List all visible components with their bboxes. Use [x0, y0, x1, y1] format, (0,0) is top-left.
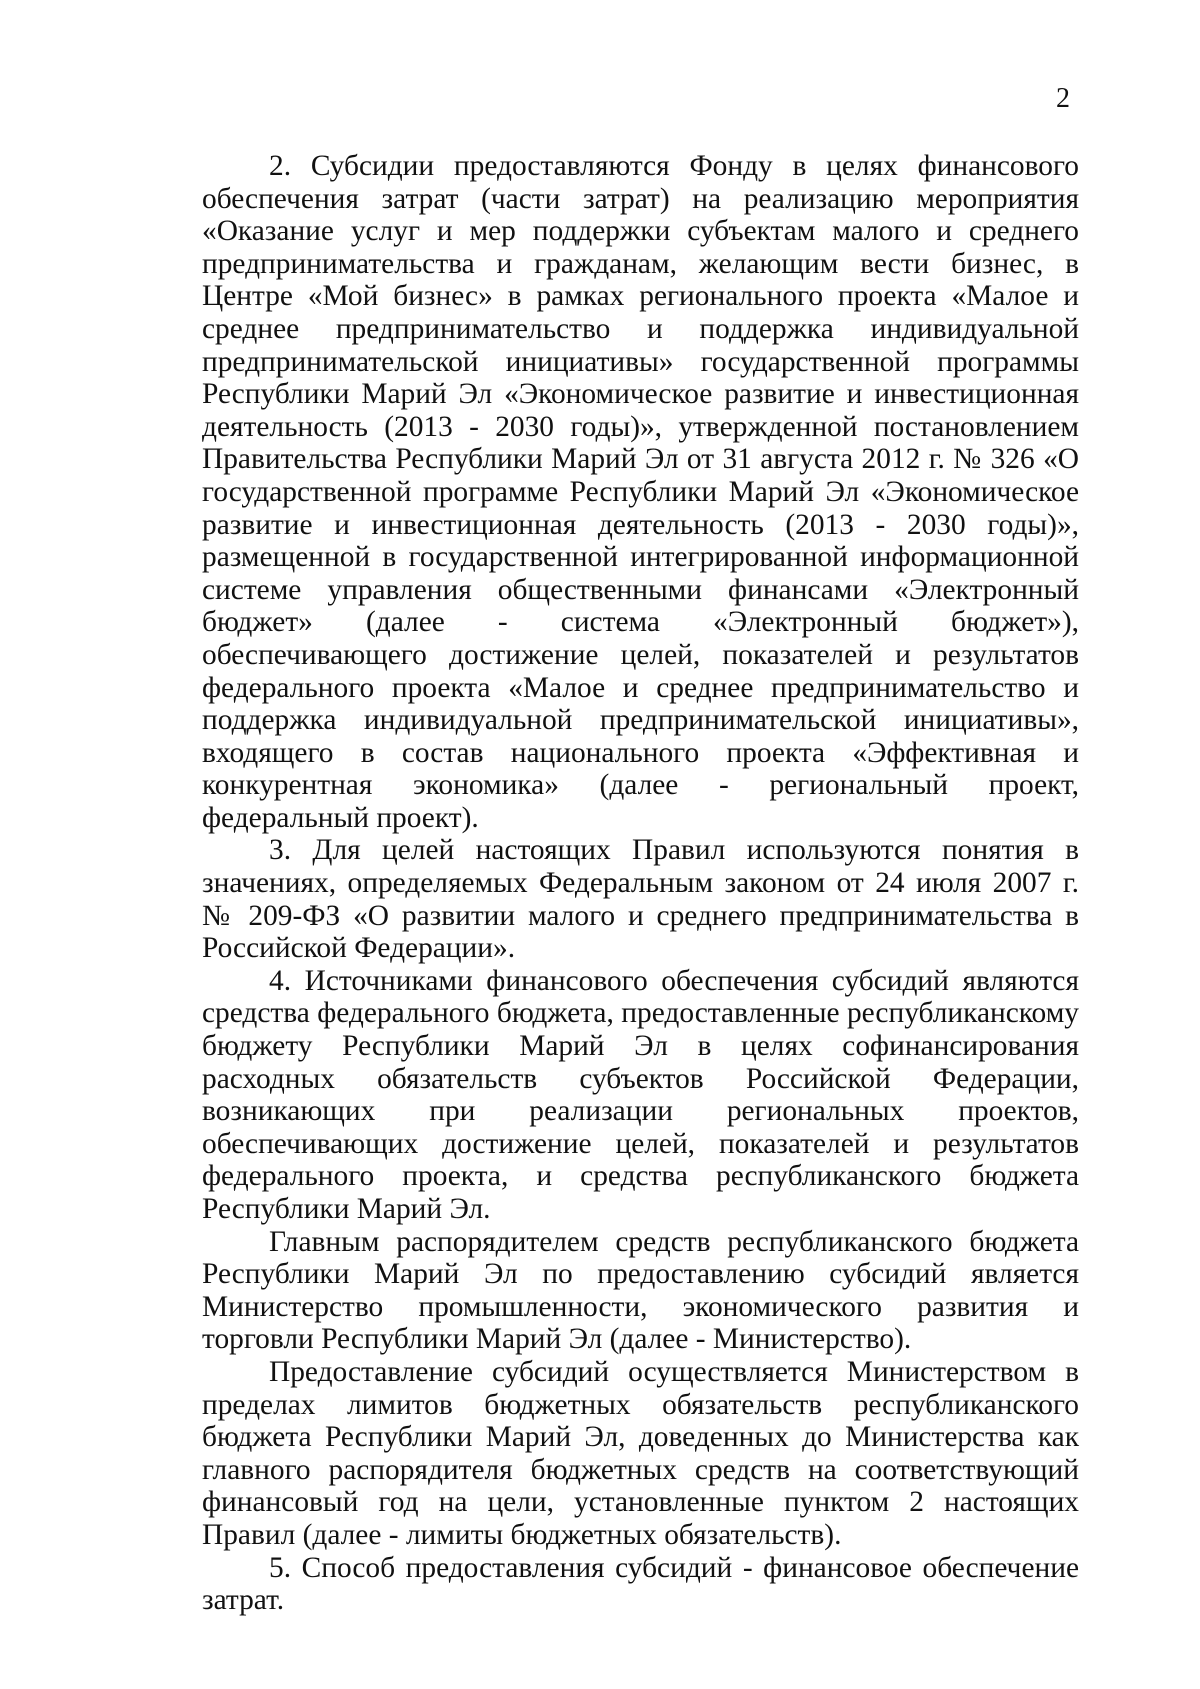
- paragraph-main-administrator: Главным распорядителем средств республиканского бюджета Республики Марий Эл по предоставлению субсидий является Министерство промышленности, экономического развития и торговли Республики Марий Эл (далее - Министерство).: [202, 1225, 1079, 1356]
- paragraph-2-subsidies-purpose: 2. Субсидии предоставляются Фонду в целях финансового обеспечения затрат (части затрат) на реализацию мероприятия «Оказание услуг и мер поддержки субъектам малого и среднего предпринимательства и гражданам, желающим вести бизнес, в Центре «Мой бизнес» в рамках регионального проекта «Малое и среднее предпринимательство и поддержка индивидуальной предпринимательской инициативы» государственной программы Республики Марий Эл «Экономическое развитие и инвестиционная деятельность (2013 - 2030 годы)», утвержденной постановлением Правительства Республики Марий Эл от 31 августа 2012 г. № 326 «О государственной программе Республики Марий Эл «Экономическое развитие и инвестиционная деятельность (2013 - 2030 годы)», размещенной в государственной интегрированной информационной системе управления общественными финансами «Электронный бюджет» (далее - система «Электронный бюджет»), обеспечивающего достижение целей, показателей и результатов федерального проекта «Малое и среднее предпринимательство и поддержка индивидуальной предпринимательской инициативы», входящего в состав национального проекта «Эффективная и конкурентная экономика» (далее - региональный проект, федеральный проект).: [202, 150, 1079, 834]
- paragraph-4-funding-sources: 4. Источниками финансового обеспечения субсидий являются средства федерального бюджета, предоставленные республиканскому бюджету Республики Марий Эл в целях софинансирования расходных обязательств субъектов Российской Федерации, возникающих при реализации региональных проектов, обеспечивающих достижение целей, показателей и результатов федерального проекта, и средства республиканского бюджета Республики Марий Эл.: [202, 964, 1079, 1225]
- paragraph-3-definitions: 3. Для целей настоящих Правил используются понятия в значениях, определяемых Федеральным законом от 24 июля 2007 г. № 209-ФЗ «О развитии малого и среднего предпринимательства в Российской Федерации».: [202, 834, 1079, 965]
- paragraph-5-method: 5. Способ предоставления субсидий - финансовое обеспечение затрат.: [202, 1551, 1079, 1617]
- page-number: 2: [1056, 83, 1070, 114]
- document-body: [202, 150, 1079, 1617]
- paragraph-budget-limits: Предоставление субсидий осуществляется Министерством в пределах лимитов бюджетных обязательств республиканского бюджета Республики Марий Эл, доведенных до Министерства как главного распорядителя бюджетных средств на соответствующий финансовый год на цели, установленные пунктом 2 настоящих Правил (далее - лимиты бюджетных обязательств).: [202, 1355, 1079, 1551]
